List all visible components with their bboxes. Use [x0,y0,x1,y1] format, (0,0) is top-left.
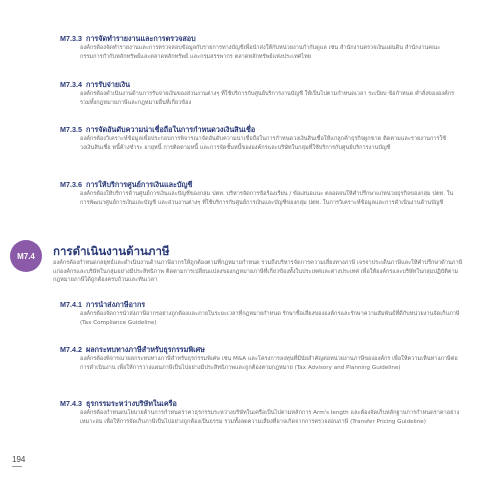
section-heading [60,80,460,90]
section-number: M7.3.3 [60,34,82,43]
section-heading [60,125,460,135]
section-body: องค์กรต้องจัดทำรายงานและการตรวจสอบข้อมูลกับรายการทางบัญชีเพื่อนำส่งให้กับหน่วยงานกำกับดูแล เช่น สำนักงานตรวจเงินแผ่นดิน สำนักงานคณะกรรมการกำกับหลักทรัพย์และตลาดหลักทรัพย์ และกรมสรรพากร ตลาดหลักทรัพย์แห่งประเทศไทย [80,45,441,60]
section-heading [60,345,460,355]
section-heading [60,399,460,409]
page-number-rule [12,466,22,467]
section-heading [60,300,460,310]
section-m7-3-3 [60,34,460,61]
section-title: การให้บริการศูนย์การเงินและบัญชี [85,180,193,189]
section-title: การนำส่งภาษีอากร [85,300,146,309]
section-title: ธุรกรรมระหว่างบริษัทในเครือ [85,399,177,408]
page-number: 194 [12,455,26,464]
section-number: M7.4.1 [60,300,82,309]
section-title: การจัดทำรายงานและการตรวจสอบ [85,34,196,43]
section-number: M7.3.4 [60,80,82,89]
section-number: M7.4.3 [60,399,82,408]
section-m7-4-1 [60,300,460,327]
section-title: การรับจ่ายเงิน [85,80,130,89]
chapter-badge: M7.4 [10,240,42,272]
section-number: M7.3.5 [60,125,82,134]
section-body: องค์กรต้องพิจารณาผลกระทบทางภาษีสำหรับธุรกรรมพิเศษ เช่น M&A และโครงการลงทุนที่มีนัยสำคัญต่อหน่วยงานภาษีขององค์กร เพื่อให้ความเห็นทางภาษีต่อการดำเนินงาน เพื่อให้การวางแผนภาษีเป็นไปอย่างมีประสิทธิภาพและถูกต้องตามกฎหมาย (Tax Advisory and Planning Guideline) [80,356,458,371]
section-m7-3-6 [60,180,460,207]
section-m7-4-3 [60,399,460,426]
section-number: M7.3.6 [60,180,82,189]
section-title: ผลกระทบทางภาษีสำหรับธุรกรรมพิเศษ [85,345,205,354]
chapter-title: การดำเนินงานด้านภาษี [53,246,170,258]
chapter-body: องค์กรต้องกำหนดกลยุทธ์และดำเนินงานด้านภาษีอากรให้ถูกต้องตามที่กฎหมายกำหนด รวมถึงบริหารจัดการความเสี่ยงทางภาษี เจรจาประเด็นภาษีและให้คำปรึกษาด้านภาษีแก่องค์กรและบริษัทในกลุ่มอย่างมีประสิทธิภาพ ติดตามการเปลี่ยนแปลงของกฎหมายภาษีที่เกี่ยวข้องทั้งในประเทศและต่างประเทศ เพื่อให้องค์กรและบริษัทในกลุ่มปฏิบัติตามกฎหมายภาษีได้ถูกต้องครบถ้วนและทันเวลา [53,260,463,284]
section-title: การจัดอันดับความน่าเชื่อถือในการกำหนดวงเงินสินเชื่อ [85,125,256,134]
section-body: องค์กรต้องดำเนินงานด้านการรับจ่ายเงินของส่วนงานต่างๆ ที่ใช้บริการกับศูนย์บริการงานบัญชี ให้เป็นไปตามกำหนดเวลา ระเบียบ ข้อกำหนด คำสั่งขององค์กร รวมทั้งกฎหมายภาษีและกฎหมายอื่นที่เกี่ยวข้อง [80,91,455,106]
section-m7-4-2 [60,345,460,372]
section-body: องค์กรต้องจัดการนำส่งภาษีอากรอย่างถูกต้องและภายในระยะเวลาที่กฎหมายกำหนด รักษาชื่อเสียงขององค์กรและรักษาความสัมพันธ์ที่ดีกับหน่วยงานจัดเก็บภาษี (Tax Compliance Guideline) [80,311,460,326]
section-body: องค์กรต้องให้บริการด้านศูนย์การเงินและบัญชีของกลุ่ม ปตท. บริหารจัดการข้อร้องเรียน / ข้อเสนอแนะ ตลอดจนให้คำปรึกษาแก่หน่วยธุรกิจของกลุ่ม ปตท. ในการพัฒนาศูนย์การเงินและบัญชี และส่วนงานต่างๆ ที่ใช้บริการกับศูนย์การเงินและบัญชีของกลุ่ม ปตท. ในการวิเคราะห์ข้อมูลและการดำเนินงานด้านบัญชี [80,191,454,206]
section-m7-3-4 [60,80,460,107]
section-body: องค์กรต้องวิเคราะห์ข้อมูลเพื่อประกอบการพิจารณาจัดอันดับความน่าเชื่อถือในการกำหนดวงเงินสินเชื่อให้แก่ลูกค้าธุรกิจผูกขาด ติดตามและรายงานการใช้วงเงินสินเชื่อ หนี้ค้างชำระ อายุหนี้ การติดตามหนี้ และการจัดชั้นหนี้ขององค์กรและบริษัทในกลุ่มที่ใช้บริการกับศูนย์บริการงานบัญชี [80,136,447,151]
section-heading [60,180,460,190]
section-number: M7.4.2 [60,345,82,354]
section-body: องค์กรต้องกำหนดนโยบายด้านการกำหนดราคาธุรกรรมระหว่างบริษัทในเครือเป็นไปตามหลักการ Arm's length และต้องจัดเก็บหลักฐานการกำหนดราคาอย่างเหมาะสม เพื่อให้การจัดเก็บภาษีเป็นไปอย่างถูกต้องเป็นธรรม รวมทั้งลดความเสี่ยงที่อาจเกิดจากการตรวจสอบภาษี (Transfer Pricing Guideline) [80,410,460,425]
section-m7-3-5 [60,125,460,152]
section-heading [60,34,460,44]
